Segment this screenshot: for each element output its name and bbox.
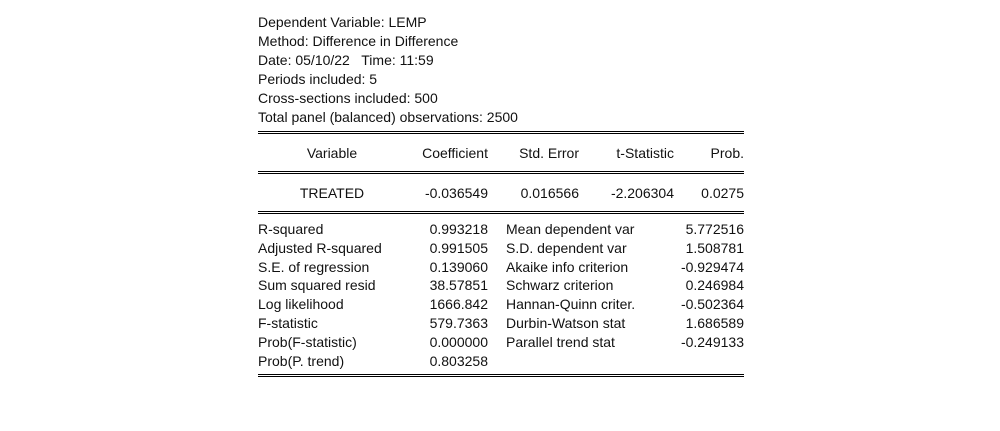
method-line: Method: Difference in Difference	[258, 33, 459, 49]
estimation-header	[258, 13, 744, 127]
table-row	[258, 174, 744, 211]
stat-label: Log likelihood	[258, 296, 344, 313]
periods-line: Periods included: 5	[258, 71, 378, 87]
observations-line: Total panel (balanced) observations: 2500	[258, 109, 518, 125]
cross-sections-line: Cross-sections included: 500	[258, 90, 438, 106]
prob-value: 0.0275	[701, 184, 744, 201]
stat-value: 579.7363	[429, 314, 488, 331]
stat-label: Akaike info criterion	[506, 258, 629, 275]
col-header-t-statistic: t-Statistic	[616, 144, 674, 161]
std-error-value: 0.016566	[520, 184, 579, 201]
table-row	[258, 258, 744, 277]
table-row	[258, 352, 744, 371]
statistics-table	[258, 220, 744, 370]
stat-value: 0.139060	[429, 258, 488, 275]
table-row	[258, 333, 744, 352]
coefficient-value: -0.036549	[424, 184, 488, 201]
stat-value: -0.249133	[680, 333, 744, 350]
stat-label: Prob(F-statistic)	[258, 333, 357, 350]
stat-label: Schwarz criterion	[506, 277, 614, 294]
table-row	[258, 239, 744, 258]
stat-label: Durbin-Watson stat	[506, 314, 626, 331]
coefficient-table	[258, 134, 744, 171]
stat-label: Parallel trend stat	[506, 333, 615, 350]
stat-value: 0.000000	[429, 333, 488, 350]
coefficient-rows	[258, 174, 744, 211]
coefficient-header-row	[258, 134, 744, 171]
stat-value: -0.929474	[680, 258, 744, 275]
stat-value: 0.991505	[429, 239, 488, 256]
col-header-std-error: Std. Error	[519, 144, 579, 161]
date-time-line: Date: 05/10/22 Time: 11:59	[258, 52, 434, 68]
stat-value: 0.803258	[429, 352, 488, 369]
stat-value: 5.772516	[685, 221, 744, 237]
stat-value: 1.508781	[685, 239, 744, 256]
stat-label	[488, 352, 658, 371]
stat-label: Hannan-Quinn criter.	[506, 296, 636, 313]
stat-value: 38.57851	[429, 277, 488, 294]
stat-value: 0.993218	[429, 221, 488, 237]
table-row	[258, 220, 744, 239]
stat-value: -0.502364	[680, 296, 744, 313]
table-row	[258, 276, 744, 295]
stat-label: Adjusted R-squared	[258, 239, 382, 256]
stat-label: S.E. of regression	[258, 258, 370, 275]
t-statistic-value: -2.206304	[610, 184, 674, 201]
stat-label: R-squared	[258, 221, 324, 237]
col-header-coefficient: Coefficient	[422, 144, 488, 161]
stat-value: 1.686589	[685, 314, 744, 331]
stat-label: S.D. dependent var	[506, 239, 627, 256]
table-row	[258, 314, 744, 333]
stat-label: Sum squared resid	[258, 277, 376, 294]
col-header-variable: Variable	[306, 144, 358, 161]
variable-name: TREATED	[299, 184, 365, 201]
stat-label: F-statistic	[258, 314, 318, 331]
stat-value: 0.246984	[685, 277, 744, 294]
stat-label: Prob(P. trend)	[258, 352, 345, 369]
bottom-double-rule	[258, 374, 744, 377]
stat-label: Mean dependent var	[506, 221, 635, 237]
col-header-prob: Prob.	[710, 144, 744, 161]
regression-output	[258, 13, 744, 377]
stat-value	[658, 352, 744, 371]
table-row	[258, 295, 744, 314]
stat-value: 1666.842	[429, 296, 488, 313]
dependent-variable-line: Dependent Variable: LEMP	[258, 14, 427, 30]
